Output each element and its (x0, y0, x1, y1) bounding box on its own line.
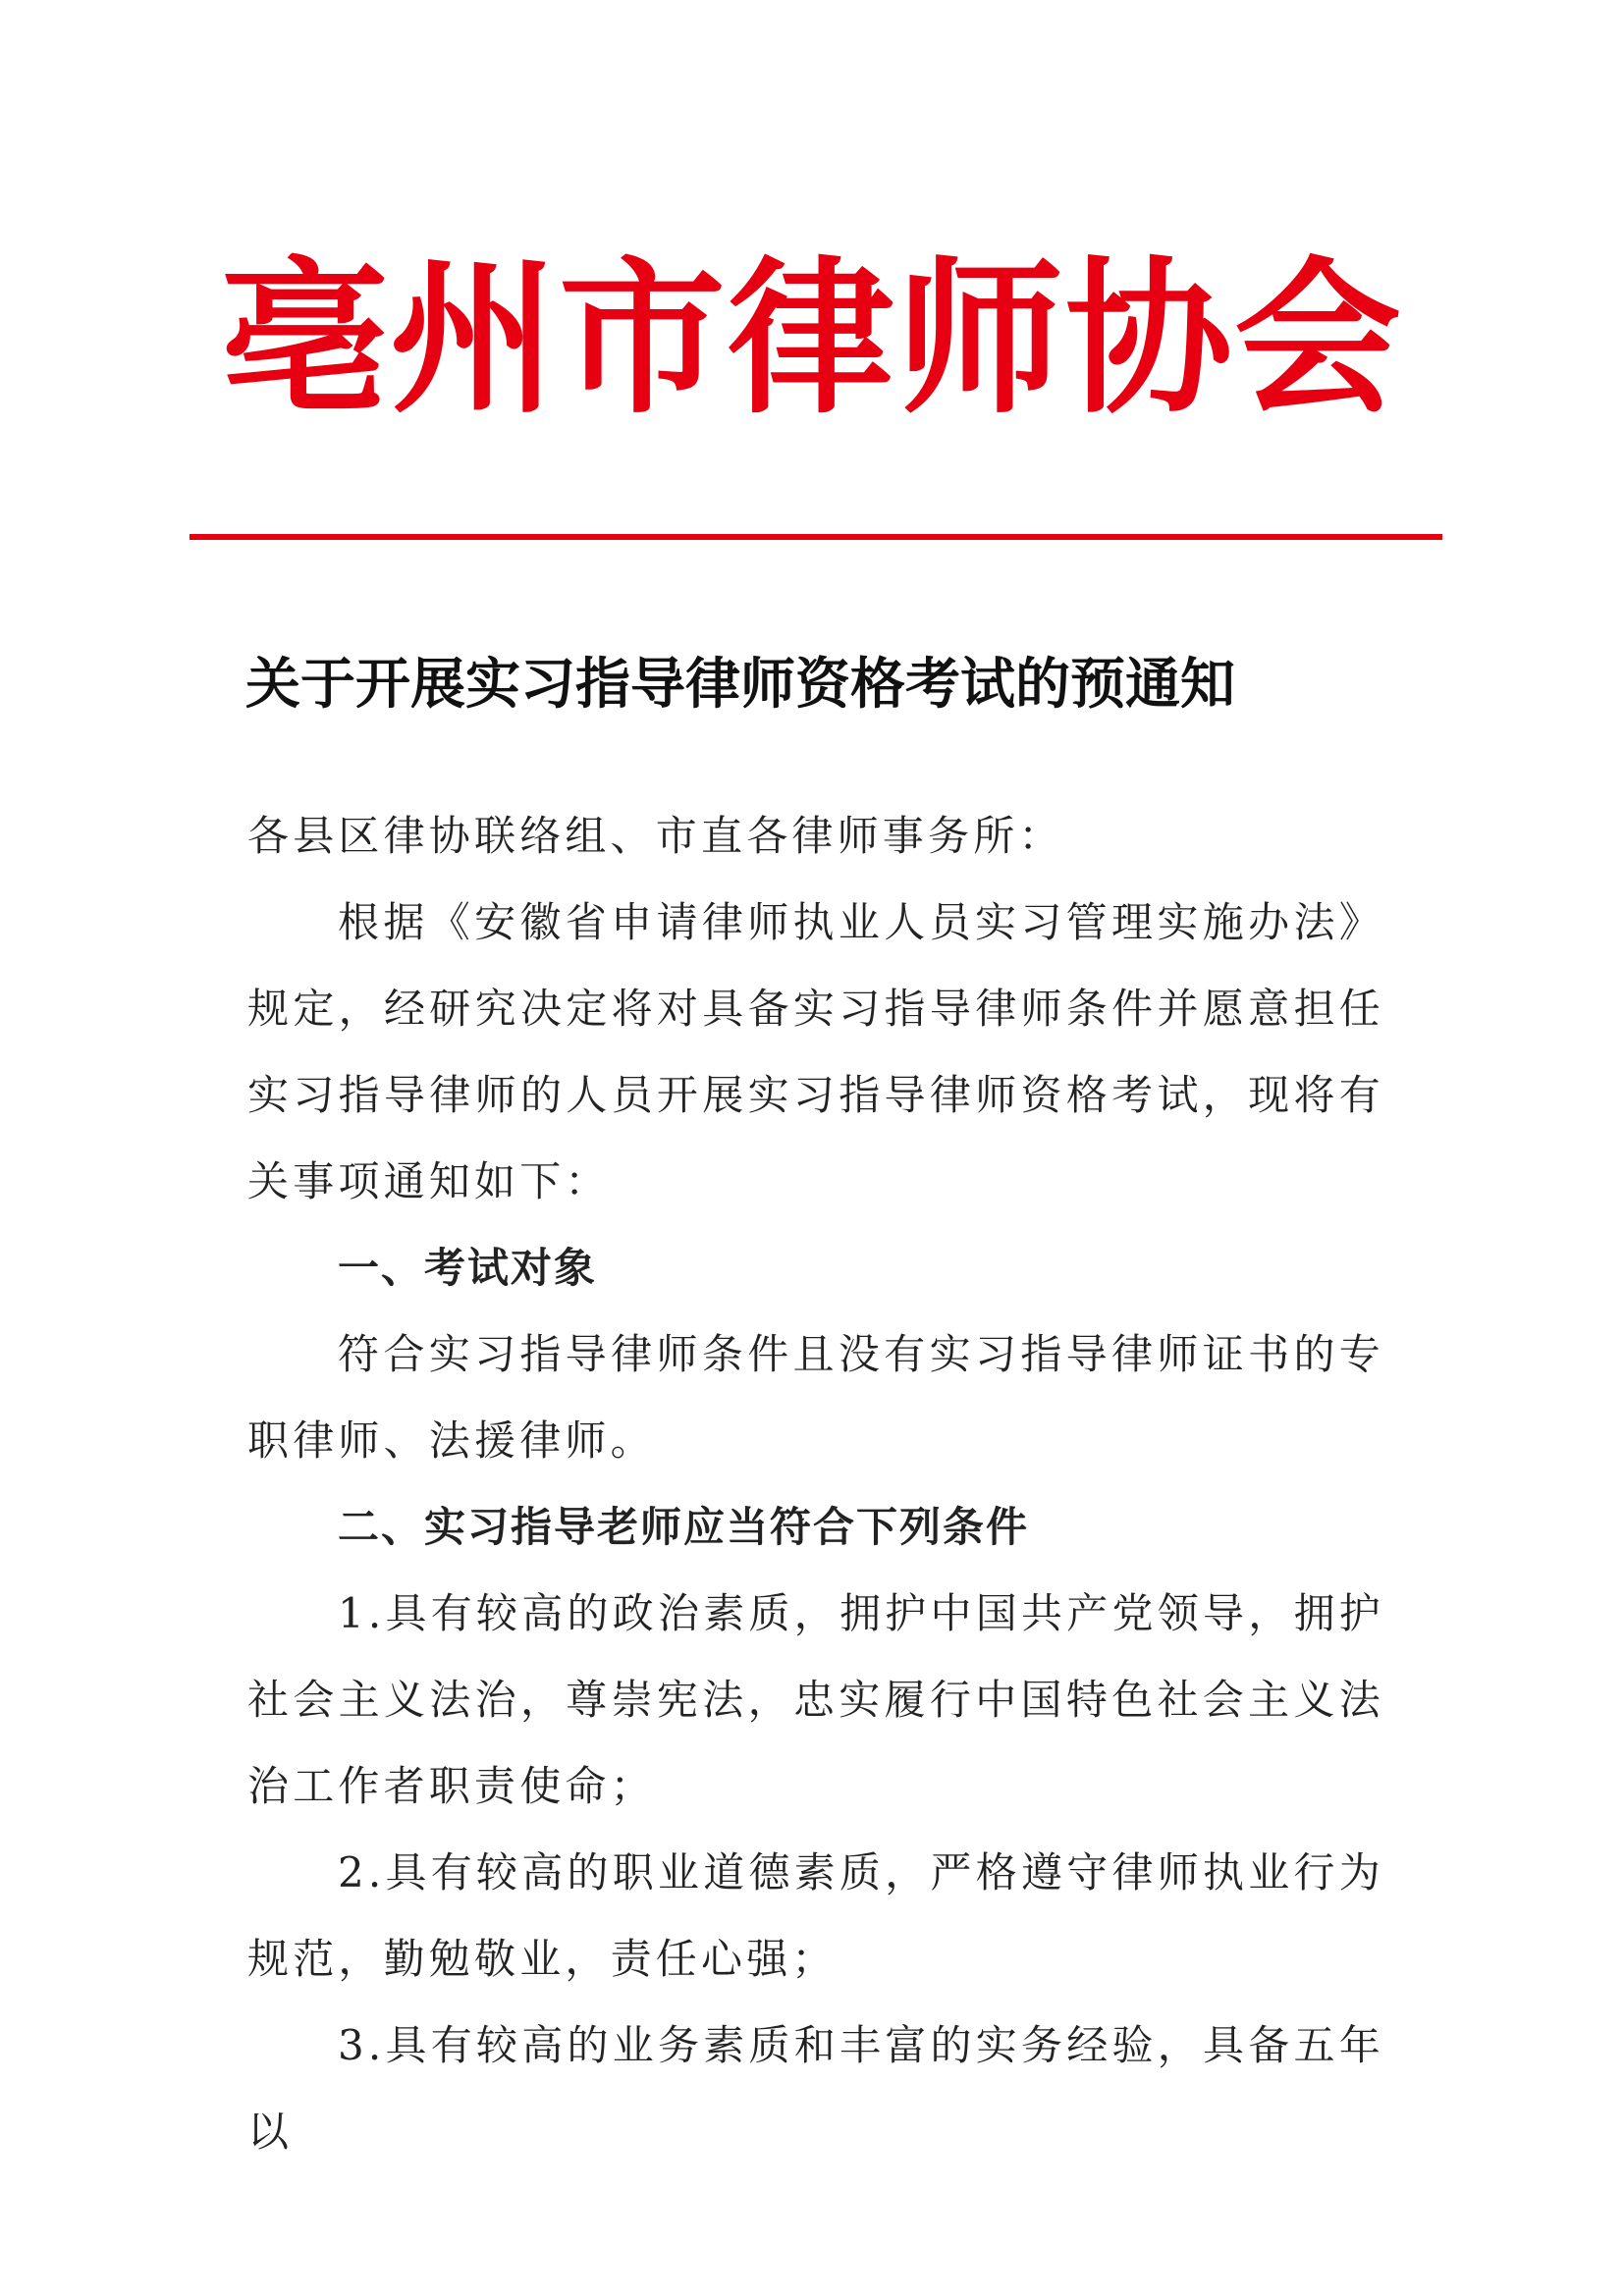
letterhead-org-name: 亳州市律师协会 (220, 240, 1403, 437)
section-heading-conditions: 二、实习指导老师应当符合下列条件 (338, 1503, 1030, 1551)
document-title: 关于开展实习指导律师资格考试的预通知 (245, 652, 1235, 717)
document-body (247, 793, 1384, 2175)
condition-item-3: 3.具有较高的业务素质和丰富的实务经验，具备五年以 (247, 2021, 1384, 2156)
letterhead-red-rule (189, 534, 1442, 540)
section-heading-exam-target: 一、考试对象 (338, 1244, 598, 1292)
salutation: 各县区律协联络组、市直各律师事务所： (247, 812, 1064, 860)
condition-item-1: 1.具有较高的政治素质，拥护中国共产党领导，拥护社会主义法治，尊崇宪法，忠实履行中国特色社会主义法治工作者职责使命； (247, 1589, 1384, 1810)
intro-paragraph: 根据《安徽省申请律师执业人员实习管理实施办法》规定，经研究决定将对具备实习指导律师条件并愿意担任实习指导律师的人员开展实习指导律师资格考试，现将有关事项通知如下： (247, 898, 1384, 1205)
condition-item-2: 2.具有较高的职业道德素质，严格遵守律师执业行为规范，勤勉敬业，责任心强； (247, 1848, 1384, 1983)
exam-target-paragraph: 符合实习指导律师条件且没有实习指导律师证书的专职律师、法援律师。 (247, 1330, 1384, 1465)
